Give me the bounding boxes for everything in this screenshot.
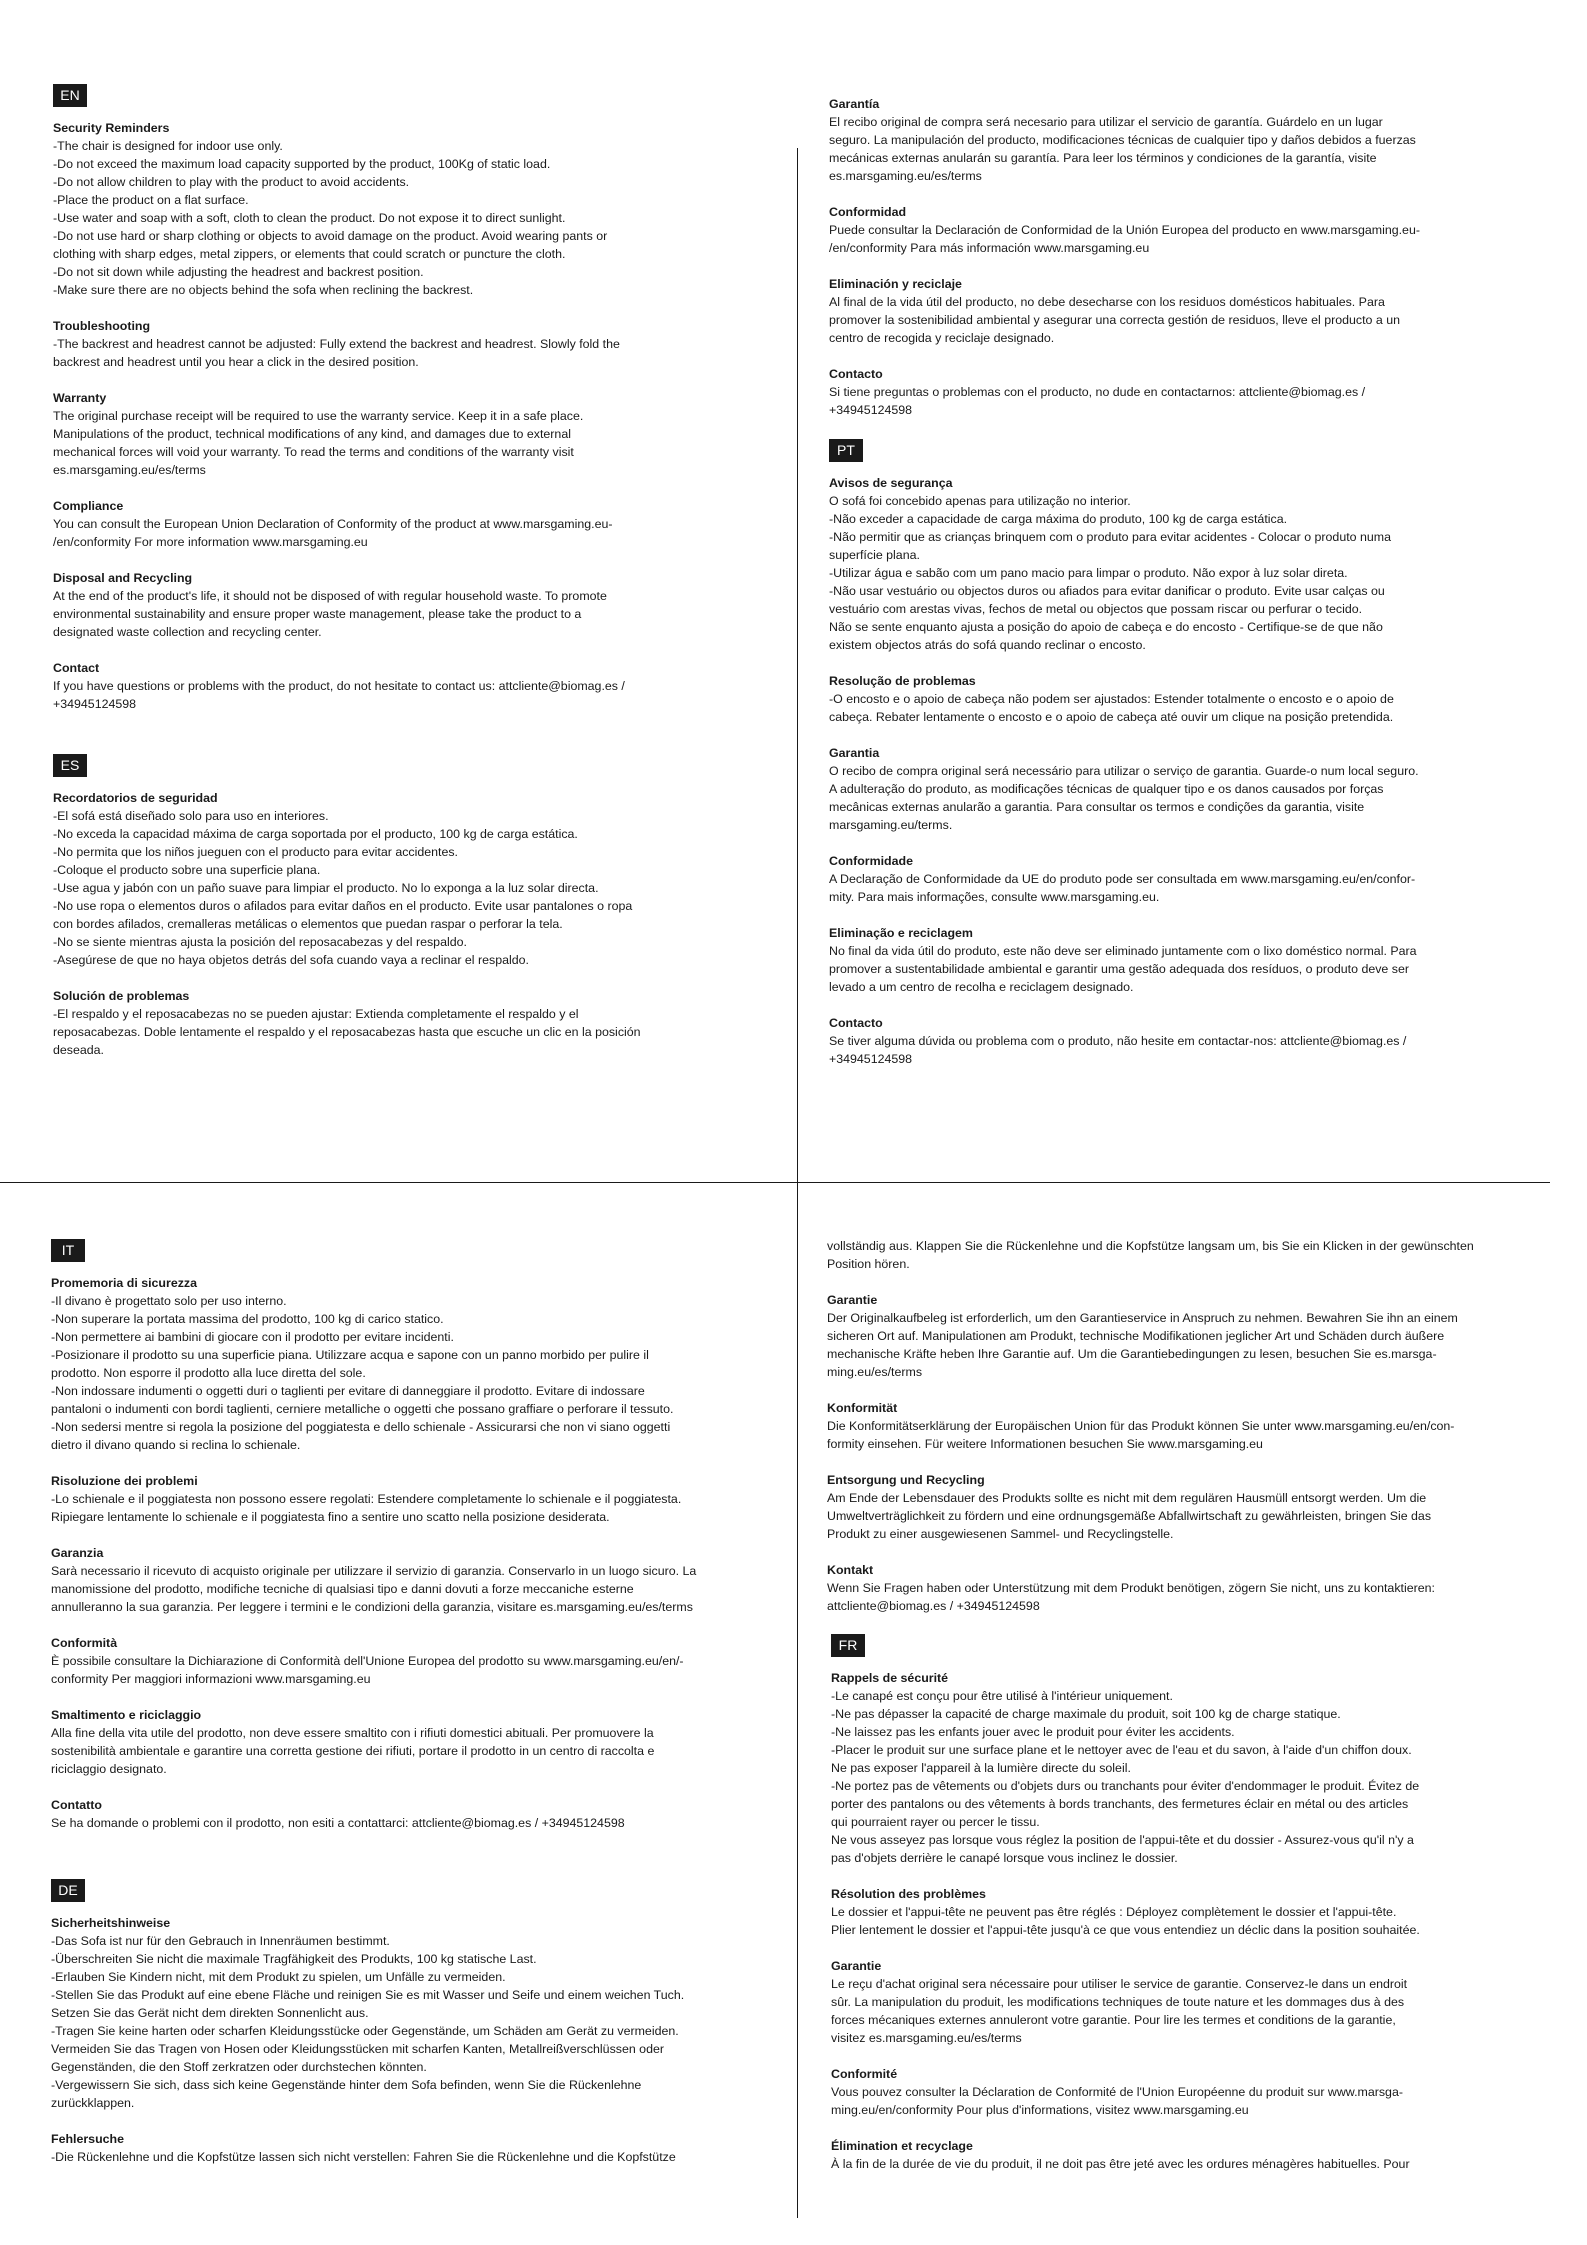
- language-tag: DE: [51, 1879, 85, 1902]
- text-line: con bordes afilados, cremalleras metálicas o elementos que puedan raspar o perforar la tela.: [53, 917, 563, 931]
- text-line: Alla fine della vita utile del prodotto, non deve essere smaltito con i rifiuti domestici abituali. Per promuovere la: [51, 1726, 654, 1740]
- section-title: Garantia: [829, 746, 880, 760]
- text-line: promover a sustentabilidade ambiental e garantir uma gestão adequada dos resíduos, o produto deve ser: [829, 962, 1409, 976]
- text-line: /en/conformity For more information www.marsgaming.eu: [53, 535, 368, 549]
- text-line: environmental sustainability and ensure proper waste management, please take the product to a: [53, 607, 582, 621]
- text-line: -Do not sit down while adjusting the headrest and backrest position.: [53, 265, 424, 279]
- section: [51, 1274, 766, 1454]
- section: [51, 1796, 766, 1832]
- section-title: Kontakt: [827, 1563, 874, 1577]
- section-title: Risoluzione dei problemi: [51, 1474, 198, 1488]
- text-line: Wenn Sie Fragen haben oder Unterstützung mit dem Produkt benötigen, zögern Sie nicht, uns zu kontaktieren:: [827, 1581, 1435, 1595]
- text-line: -Tragen Sie keine harten oder scharfen Kleidungsstücke oder Gegenstände, um Schäden am Gerät zu vermeiden.: [51, 2024, 679, 2038]
- section-title: Garantía: [829, 97, 880, 111]
- section-title: Smaltimento e riciclaggio: [51, 1708, 202, 1722]
- section-title: Recordatorios de seguridad: [53, 791, 218, 805]
- block-es: [53, 754, 768, 1059]
- text-line: A adulteração do produto, as modificações técnicas de qualquer tipo e os danos causados por forças: [829, 782, 1384, 796]
- text-line: clothing with sharp edges, metal zippers, or elements that could scratch or puncture the cloth.: [53, 247, 566, 261]
- text-line: Umweltverträglichkeit zu fördern und eine ordnungsgemäße Abfallwirtschaft zu gewährleisten, bringen Sie das: [827, 1509, 1432, 1523]
- text-line: cabeça. Rebater lentamente o encosto e o apoio de cabeça até ouvir um clique na posição pretendida.: [829, 710, 1394, 724]
- section-title: Conformité: [831, 2067, 898, 2081]
- text-line: -Do not use hard or sharp clothing or objects to avoid damage on the product. Avoid wearing pants or: [53, 229, 608, 243]
- section: [53, 789, 768, 969]
- section: [829, 924, 1544, 996]
- text-line: attcliente@biomag.es / +34945124598: [827, 1599, 1040, 1613]
- section: [53, 497, 768, 551]
- block-fr: [831, 1634, 1546, 2173]
- section: [51, 1706, 766, 1778]
- section: [831, 2137, 1546, 2173]
- block-de-continued: [827, 1237, 1542, 1615]
- text-line: -Use water and soap with a soft, cloth to clean the product. Do not expose it to direct sunlight.: [53, 211, 566, 225]
- section: [829, 1014, 1544, 1068]
- text-line: Não se sente enquanto ajusta a posição do apoio de cabeça e do encosto - Certifique-se de que não: [829, 620, 1383, 634]
- text-line: mechanische Kräfte heben Ihre Garantie auf. Um die Garantiebedingungen zu lesen, besuchen Sie es.marsga-: [827, 1347, 1437, 1361]
- text-line: existem objectos atrás do sofá quando reclinar o encosto.: [829, 638, 1146, 652]
- text-line: formity einsehen. Für weitere Informationen besuchen Sie www.marsgaming.eu: [827, 1437, 1263, 1451]
- text-line: O sofá foi concebido apenas para utilização no interior.: [829, 494, 1131, 508]
- language-tag: FR: [831, 1634, 865, 1657]
- section: [829, 672, 1544, 726]
- text-line: riciclaggio designato.: [51, 1762, 167, 1776]
- text-line: Al final de la vida útil del producto, no debe desecharse con los residuos domésticos habituales. Para: [829, 295, 1385, 309]
- section-title: Contatto: [51, 1798, 102, 1812]
- section: [829, 744, 1544, 834]
- section-title: Sicherheitshinweise: [51, 1916, 171, 1930]
- text-line: O recibo de compra original será necessário para utilizar o serviço de garantia. Guarde-o num local seguro.: [829, 764, 1419, 778]
- text-line: deseada.: [53, 1043, 104, 1057]
- text-line: If you have questions or problems with the product, do not hesitate to contact us: attcliente@biomag.es /: [53, 679, 625, 693]
- section: [51, 1544, 766, 1616]
- text-line: -O encosto e o apoio de cabeça não podem ser ajustados: Estender totalmente o encosto e o apoio de: [829, 692, 1394, 706]
- text-line: marsgaming.eu/terms.: [829, 818, 953, 832]
- text-line: Se ha domande o problemi con il prodotto, non esiti a contattarci: attcliente@biomag.es / +34945124598: [51, 1816, 625, 1830]
- text-line: mechanical forces will void your warranty. To read the terms and conditions of the warranty visit: [53, 445, 574, 459]
- text-line: porter des pantalons ou des vêtements à bords tranchants, des fermetures éclair en métal ou des articles: [831, 1797, 1409, 1811]
- text-line: -Não permitir que as crianças brinquem com o produto para evitar acidentes - Colocar o produto numa: [829, 530, 1391, 544]
- vertical-divider-bottom: [797, 1183, 798, 2218]
- section-title: Security Reminders: [53, 121, 170, 135]
- text-line: conformity Per maggiori informazioni www.marsgaming.eu: [51, 1672, 371, 1686]
- text-line: At the end of the product's life, it should not be disposed of with regular household waste. To promote: [53, 589, 607, 603]
- section-title: Warranty: [53, 391, 107, 405]
- section-title: Élimination et recyclage: [831, 2139, 973, 2153]
- section: [53, 389, 768, 479]
- section: [51, 1634, 766, 1688]
- text-line: promover la sostenibilidad ambiental y asegurar una correcta gestión de residuos, lleve el producto a un: [829, 313, 1400, 327]
- text-line: Am Ende der Lebensdauer des Produkts sollte es nicht mit dem regulären Hausmüll entsorgt werden. Um die: [827, 1491, 1427, 1505]
- section-title: Avisos de segurança: [829, 476, 953, 490]
- text-line: -Il divano è progettato solo per uso interno.: [51, 1294, 287, 1308]
- text-line: Puede consultar la Declaración de Conformidad de la Unión Europea del producto en www.marsgaming.eu-: [829, 223, 1420, 237]
- text-line: -Não usar vestuário ou objectos duros ou afiados para evitar danificar o produto. Evite usar calças ou: [829, 584, 1385, 598]
- text-line: levado a um centro de recolha e reciclagem designado.: [829, 980, 1134, 994]
- text-line: centro de recogida y reciclaje designado.: [829, 331, 1055, 345]
- text-line: mecánicas externas anularán su garantía. Para leer los términos y condiciones de la garantía, visite: [829, 151, 1377, 165]
- text-line: El recibo original de compra será necesario para utilizar el servicio de garantía. Guárdelo en un lugar: [829, 115, 1383, 129]
- section-title: Résolution des problèmes: [831, 1887, 986, 1901]
- text-line: -No se siente mientras ajusta la posición del reposacabezas y del respaldo.: [53, 935, 467, 949]
- language-tag: ES: [53, 754, 87, 777]
- text-line: ming.eu/es/terms: [827, 1365, 923, 1379]
- section: [53, 119, 768, 299]
- text-line: Ne pas exposer l'appareil à la lumière directe du soleil.: [831, 1761, 1131, 1775]
- text-line: -Do not exceed the maximum load capacity supported by the product, 100Kg of static load.: [53, 157, 551, 171]
- text-line: À la fin de la durée de vie du produit, il ne doit pas être jeté avec les ordures ménagères habituelles. Pour: [831, 2157, 1410, 2171]
- text-line: -Use agua y jabón con un paño suave para limpiar el producto. No lo exponga a la luz solar directa.: [53, 881, 599, 895]
- section: [829, 474, 1544, 654]
- section: [53, 987, 768, 1059]
- text-line: Le dossier et l'appui-tête ne peuvent pas être réglés : Déployez complètement le dossier et l'appui-tête.: [831, 1905, 1397, 1919]
- text-line: -Stellen Sie das Produkt auf eine ebene Fläche und reinigen Sie es mit Wasser und Seife und einem weichen Tuch.: [51, 1988, 685, 2002]
- section-title: Garantie: [831, 1959, 882, 1973]
- text-line: Setzen Sie das Gerät nicht dem direkten Sonnenlicht aus.: [51, 2006, 369, 2020]
- text-line: forces mécaniques externes annuleront votre garantie. Pour lire les termes et conditions de la garantie,: [831, 2013, 1396, 2027]
- text-line: superfície plana.: [829, 548, 920, 562]
- section: [829, 203, 1544, 257]
- block-en: [53, 84, 768, 713]
- section: [831, 2065, 1546, 2119]
- text-line: -Le canapé est conçu pour être utilisé à l'intérieur uniquement.: [831, 1689, 1173, 1703]
- text-line: È possibile consultare la Dichiarazione di Conformità dell'Unione Europea del prodotto su www.marsgaming.eu/en/-: [51, 1654, 684, 1668]
- text-line: seguro. La manipulación del producto, modificaciones técnicas de cualquier tipo y daños debidos a fuerzas: [829, 133, 1416, 147]
- text-line: manomissione del prodotto, modifiche tecniche di qualsiasi tipo e danni dovuti a forze meccaniche esterne: [51, 1582, 634, 1596]
- text-line: Si tiene preguntas o problemas con el producto, no dude en contactarnos: attcliente@biomag.es /: [829, 385, 1366, 399]
- text-line: Der Originalkaufbeleg ist erforderlich, um den Garantieservice in Anspruch zu nehmen. Bewahren Sie ihn an einem: [827, 1311, 1458, 1325]
- text-line: zurückklappen.: [51, 2096, 135, 2110]
- text-line: Se tiver alguma dúvida ou problema com o produto, não hesite em contactar-nos: attcliente@biomag.es /: [829, 1034, 1407, 1048]
- section: [53, 659, 768, 713]
- text-line: reposacabezas. Doble lentamente el respaldo y el reposacabezas hasta que escuche un clic en la posición: [53, 1025, 641, 1039]
- section: [827, 1471, 1542, 1543]
- section-title: Disposal and Recycling: [53, 571, 193, 585]
- section-title: Troubleshooting: [53, 319, 151, 333]
- language-tag: PT: [829, 439, 863, 462]
- text-line: Gegenständen, die den Stoff zerkratzen oder durchstechen könnten.: [51, 2060, 427, 2074]
- section: [829, 365, 1544, 419]
- text-line: -Überschreiten Sie nicht die maximale Tragfähigkeit des Produkts, 100 kg statische Last.: [51, 1952, 537, 1966]
- text-line: -Non permettere ai bambini di giocare con il prodotto per evitare incidenti.: [51, 1330, 454, 1344]
- section-title: Solución de problemas: [53, 989, 190, 1003]
- text-line: -Do not allow children to play with the product to avoid accidents.: [53, 175, 410, 189]
- text-line: -Ne pas dépasser la capacité de charge maximale du produit, soit 100 kg de charge statique.: [831, 1707, 1341, 1721]
- section: [51, 1472, 766, 1526]
- block-it: [51, 1239, 766, 1832]
- text-line: Manipulations of the product, technical modifications of any kind, and damages due to external: [53, 427, 571, 441]
- section: [827, 1291, 1542, 1381]
- section: [829, 275, 1544, 347]
- section: [51, 2130, 766, 2166]
- language-tag: IT: [51, 1239, 85, 1262]
- section-title: Contact: [53, 661, 100, 675]
- block-es-continued: [829, 95, 1544, 419]
- section: [51, 1914, 766, 2112]
- text-line: -Utilizar água e sabão com um pano macio para limpar o produto. Não expor à luz solar direta.: [829, 566, 1348, 580]
- text-line: -Vergewissern Sie sich, dass sich keine Gegenstände hinter dem Sofa befinden, wenn Sie die Rückenlehne: [51, 2078, 642, 2092]
- section: [831, 1885, 1546, 1939]
- section-title: Conformità: [51, 1636, 118, 1650]
- section: [827, 1561, 1542, 1615]
- text-line: You can consult the European Union Declaration of Conformity of the product at www.marsgaming.eu-: [53, 517, 613, 531]
- text-line: ming.eu/en/conformity Pour plus d'informations, visitez www.marsgaming.eu: [831, 2103, 1249, 2117]
- section-title: Rappels de sécurité: [831, 1671, 949, 1685]
- text-line: -Posizionare il prodotto su una superficie piana. Utilizzare acqua e sapone con un panno morbido per pulire il: [51, 1348, 649, 1362]
- section-title: Resolução de problemas: [829, 674, 976, 688]
- section: [53, 569, 768, 641]
- text-line: -The backrest and headrest cannot be adjusted: Fully extend the backrest and headrest. Slowly fold the: [53, 337, 620, 351]
- text-line: -The chair is designed for indoor use only.: [53, 139, 283, 153]
- text-line: Sarà necessario il ricevuto di acquisto originale per utilizzare il servizio di garanzia. Conservarlo in un luogo sicuro. La: [51, 1564, 697, 1578]
- section: [829, 852, 1544, 906]
- text-line: dietro il divano quando si reclina lo schienale.: [51, 1438, 301, 1452]
- section-title: Conformidad: [829, 205, 907, 219]
- text-line: sicheren Ort auf. Manipulationen am Produkt, technische Modifikationen jeglicher Art und Schäden durch äußere: [827, 1329, 1445, 1343]
- text-line: -Non superare la portata massima del prodotto, 100 kg di carico statico.: [51, 1312, 444, 1326]
- section-title: Entsorgung und Recycling: [827, 1473, 985, 1487]
- text-line: designated waste collection and recycling center.: [53, 625, 322, 639]
- horizontal-divider: [0, 1182, 1550, 1183]
- section-title: Garanzia: [51, 1546, 104, 1560]
- section-title: Fehlersuche: [51, 2132, 124, 2146]
- section-title: Eliminación y reciclaje: [829, 277, 962, 291]
- section-title: Eliminação e reciclagem: [829, 926, 973, 940]
- text-line: -El respaldo y el reposacabezas no se pueden ajustar: Extienda completamente el respaldo y el: [53, 1007, 579, 1021]
- text-line: /en/conformity Para más información www.marsgaming.eu: [829, 241, 1150, 255]
- text-line: +34945124598: [829, 403, 913, 417]
- vertical-divider-top: [797, 148, 798, 1183]
- section: [831, 1957, 1546, 2047]
- text-line: -El sofá está diseñado solo para uso en interiores.: [53, 809, 329, 823]
- text-line: es.marsgaming.eu/es/terms: [829, 169, 982, 183]
- text-line: pantaloni o indumenti con bordi taglienti, cerniere metalliche o oggetti che possano graffiare o perforare il tessuto.: [51, 1402, 674, 1416]
- text-line: -Das Sofa ist nur für den Gebrauch in Innenräumen bestimmt.: [51, 1934, 390, 1948]
- block-pt: [829, 439, 1544, 1068]
- text-line: prodotto. Non esporre il prodotto alla luce diretta del sole.: [51, 1366, 366, 1380]
- text-line: Die Konformitätserklärung der Europäischen Union für das Produkt können Sie unter www.marsgaming.eu/en/con-: [827, 1419, 1455, 1433]
- text-line: The original purchase receipt will be required to use the warranty service. Keep it in a safe place.: [53, 409, 584, 423]
- text-line: Vermeiden Sie das Tragen von Hosen oder Kleidungsstücken mit scharfen Kanten, Metallreißverschlüssen oder: [51, 2042, 664, 2056]
- text-line: vollständig aus. Klappen Sie die Rückenlehne und die Kopfstütze langsam um, bis Sie ein Klicken in der gewünschten: [827, 1239, 1474, 1253]
- text-line: sostenibilità ambientale e garantire una corretta gestione dei rifiuti, portare il prodotto in un centro di raccolta e: [51, 1744, 655, 1758]
- section: [827, 1399, 1542, 1453]
- text-line: es.marsgaming.eu/es/terms: [53, 463, 206, 477]
- section-title: Conformidade: [829, 854, 913, 868]
- text-line: -Ne laissez pas les enfants jouer avec le produit pour éviter les accidents.: [831, 1725, 1235, 1739]
- text-line: sûr. La manipulation du produit, les modifications techniques de toute nature et les dommages dus à des: [831, 1995, 1405, 2009]
- language-tag: EN: [53, 84, 87, 107]
- section-title: Compliance: [53, 499, 124, 513]
- text-line: Ripiegare lentamente lo schienale e il poggiatesta fino a sentire uno scatto nella posizione desiderata.: [51, 1510, 610, 1524]
- text-line: -Não exceder a capacidade de carga máxima do produto, 100 kg de carga estática.: [829, 512, 1288, 526]
- text-line: -Erlauben Sie Kindern nicht, mit dem Produkt zu spielen, um Unfälle zu vermeiden.: [51, 1970, 506, 1984]
- text-line: -Ne portez pas de vêtements ou d'objets durs ou tranchants pour éviter d'endommager le produit. Évitez de: [831, 1779, 1420, 1793]
- text-line: A Declaração de Conformidade da UE do produto pode ser consultada em www.marsgaming.eu/en/confor-: [829, 872, 1416, 886]
- text-line: vestuário com arestas vivas, fechos de metal ou objectos que possam riscar ou perfurar o tecido.: [829, 602, 1363, 616]
- text-line: -Lo schienale e il poggiatesta non possono essere regolati: Estendere completamente lo schienale e il poggiatesta.: [51, 1492, 682, 1506]
- text-line: -Placer le produit sur une surface plane et le nettoyer avec de l'eau et du savon, à l'aide d'un chiffon doux.: [831, 1743, 1412, 1757]
- text-line: Produkt zu einer ausgewiesenen Sammel- und Recyclingstelle.: [827, 1527, 1174, 1541]
- text-line: pas d'objets derrière le canapé lorsque vous inclinez le dossier.: [831, 1851, 1178, 1865]
- text-line: Position hören.: [827, 1257, 910, 1271]
- block-de: [51, 1879, 766, 2166]
- text-line: -No use ropa o elementos duros o afilados para evitar daños en el producto. Evite usar pantalones o ropa: [53, 899, 633, 913]
- text-line: No final da vida útil do produto, este não deve ser eliminado juntamente com o lixo doméstico normal. Para: [829, 944, 1417, 958]
- text-line: -Non sedersi mentre si regola la posizione del poggiatesta e dello schienale - Assicurarsi che non vi siano oggetti: [51, 1420, 671, 1434]
- text-line: -Make sure there are no objects behind the sofa when reclining the backrest.: [53, 283, 474, 297]
- text-line: mecânicas externas anularão a garantia. Para consultar os termos e condições da garantia, visite: [829, 800, 1365, 814]
- text-line: backrest and headrest until you hear a click in the desired position.: [53, 355, 419, 369]
- section-title: Promemoria di sicurezza: [51, 1276, 197, 1290]
- text-line: Plier lentement le dossier et l'appui-tête jusqu'à ce que vous entendiez un déclic dans la position souhaitée.: [831, 1923, 1420, 1937]
- section-title: Garantie: [827, 1293, 878, 1307]
- text-line: -Die Rückenlehne und die Kopfstütze lassen sich nicht verstellen: Fahren Sie die Rückenlehne und die Kopfstütze: [51, 2150, 676, 2164]
- text-line: -Place the product on a flat surface.: [53, 193, 249, 207]
- text-line: -No permita que los niños jueguen con el producto para evitar accidentes.: [53, 845, 459, 859]
- text-line: qui pourraient rayer ou percer le tissu.: [831, 1815, 1040, 1829]
- section-title: Contacto: [829, 1016, 883, 1030]
- text-line: -Non indossare indumenti o oggetti duri o taglienti per evitare di danneggiare il prodotto. Evitare di indossare: [51, 1384, 645, 1398]
- text-line: mity. Para mais informações, consulte www.marsgaming.eu.: [829, 890, 1160, 904]
- text-line: +34945124598: [53, 697, 137, 711]
- text-line: -Coloque el producto sobre una superficie plana.: [53, 863, 321, 877]
- text-line: Le reçu d'achat original sera nécessaire pour utiliser le service de garantie. Conservez-le dans un endroit: [831, 1977, 1408, 1991]
- text-line: annulleranno la sua garanzia. Per leggere i termini e le condizioni della garanzia, visitare es.marsgaming.eu/es/terms: [51, 1600, 693, 1614]
- text-line: Ne vous asseyez pas lorsque vous réglez la position de l'appui-tête et du dossier - Assurez-vous qu'il n'y a: [831, 1833, 1414, 1847]
- section: [831, 1669, 1546, 1867]
- section-title: Contacto: [829, 367, 883, 381]
- section: [53, 317, 768, 371]
- section: [827, 1237, 1542, 1273]
- text-line: visitez es.marsgaming.eu/es/terms: [831, 2031, 1022, 2045]
- section: [829, 95, 1544, 185]
- text-line: Vous pouvez consulter la Déclaration de Conformité de l'Union Européenne du produit sur www.marsga-: [831, 2085, 1403, 2099]
- section-title: Konformität: [827, 1401, 898, 1415]
- text-line: +34945124598: [829, 1052, 913, 1066]
- text-line: -No exceda la capacidad máxima de carga soportada por el producto, 100 kg de carga estática.: [53, 827, 578, 841]
- text-line: -Asegúrese de que no haya objetos detrás del sofa cuando vaya a reclinar el respaldo.: [53, 953, 529, 967]
